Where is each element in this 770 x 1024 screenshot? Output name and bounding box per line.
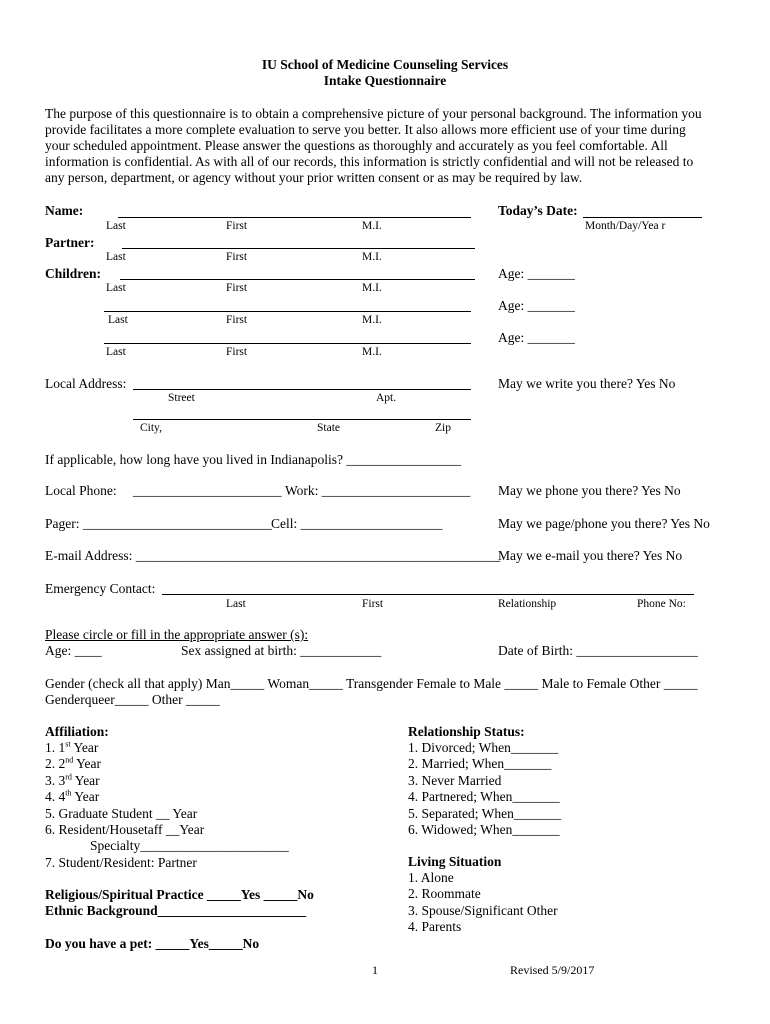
child-1-mi-hint: M.I. bbox=[362, 282, 382, 294]
gender-options[interactable]: Gender (check all that apply) Man_____ Woman_____ Transgender Female to Male _____ Male to Female Other _____ bbox=[45, 676, 698, 691]
child-2-first-hint: First bbox=[226, 314, 248, 326]
name-field[interactable] bbox=[118, 217, 471, 218]
date-of-birth-field[interactable]: Date of Birth: __________________ bbox=[498, 643, 698, 658]
child-2-mi-hint: M.I. bbox=[362, 314, 382, 326]
living-situation-option[interactable]: 2. Roommate bbox=[408, 886, 481, 902]
relationship-status-option[interactable]: 3. Never Married bbox=[408, 772, 502, 788]
local-phone-label: Local Phone: bbox=[45, 483, 117, 498]
intro-line: The purpose of this questionnaire is to obtain a comprehensive picture of your personal background. The information you bbox=[45, 106, 702, 121]
child-3-age[interactable]: Age: _______ bbox=[498, 330, 575, 345]
form-title: IU School of Medicine Counseling Services bbox=[261, 57, 509, 72]
child-2-field[interactable] bbox=[104, 311, 471, 312]
sex-at-birth-field[interactable]: Sex assigned at birth: ____________ bbox=[181, 643, 382, 658]
child-1-age[interactable]: Age: _______ bbox=[498, 266, 575, 281]
living-situation-option[interactable]: 3. Spouse/Significant Other bbox=[408, 902, 558, 918]
todays-date-label: Today’s Date: bbox=[498, 203, 578, 218]
relationship-status-option[interactable]: 1. Divorced; When_______ bbox=[408, 740, 559, 755]
circle-instruction: Please circle or fill in the appropriate answer (s): bbox=[45, 627, 309, 642]
relationship-status-title: Relationship Status: bbox=[408, 724, 525, 739]
partner-last-hint: Last bbox=[106, 251, 126, 263]
cell-field[interactable]: Cell: _____________________ bbox=[271, 516, 443, 531]
pet-field[interactable]: Do you have a pet: _____Yes_____No bbox=[45, 936, 260, 951]
name-first-hint: First bbox=[226, 220, 248, 232]
relationship-status-option[interactable]: 4. Partnered; When_______ bbox=[408, 789, 560, 805]
name-mi-hint: M.I. bbox=[362, 220, 382, 232]
apt-hint: Apt. bbox=[376, 392, 397, 404]
living-situation-title: Living Situation bbox=[408, 854, 502, 869]
form-subtitle: Intake Questionnaire bbox=[323, 73, 447, 88]
email-field[interactable]: E-mail Address: ______________________________________________________ bbox=[45, 548, 501, 563]
age-field[interactable]: Age: ____ bbox=[45, 643, 102, 658]
affiliation-option[interactable]: 3. 3rd Year bbox=[45, 772, 100, 788]
todays-date-field[interactable] bbox=[583, 217, 702, 218]
affiliation-option[interactable]: Specialty______________________ bbox=[90, 838, 289, 854]
child-2-age[interactable]: Age: _______ bbox=[498, 298, 575, 313]
relationship-status-option[interactable]: 6. Widowed; When_______ bbox=[408, 822, 560, 837]
partner-field[interactable] bbox=[122, 248, 475, 249]
page-number: 1 bbox=[372, 963, 378, 977]
emergency-phone-hint: Phone No: bbox=[637, 598, 686, 610]
emergency-contact-label: Emergency Contact: bbox=[45, 581, 156, 596]
intro-line: any person, department, or agency without your prior written consent or as may be required by law. bbox=[45, 170, 583, 185]
living-situation-option[interactable]: 4. Parents bbox=[408, 919, 462, 935]
partner-mi-hint: M.I. bbox=[362, 251, 382, 263]
page-permission-question[interactable]: May we page/phone you there? Yes No bbox=[498, 516, 710, 531]
gender-options-2[interactable]: Genderqueer_____ Other _____ bbox=[45, 692, 220, 707]
name-last-hint: Last bbox=[106, 220, 126, 232]
child-3-first-hint: First bbox=[226, 346, 248, 358]
partner-first-hint: First bbox=[226, 251, 248, 263]
child-2-last-hint: Last bbox=[108, 314, 128, 326]
local-phone-field[interactable]: ______________________ bbox=[133, 483, 282, 498]
local-address-street-field[interactable] bbox=[133, 389, 471, 390]
intro-line: provide facilitates a more complete evaluation to serve you better. It also allows more efficient use of your time during bbox=[45, 122, 686, 137]
relationship-status-option[interactable]: 5. Separated; When_______ bbox=[408, 805, 562, 821]
religious-practice-field[interactable]: Religious/Spiritual Practice _____Yes _____No bbox=[45, 887, 314, 902]
affiliation-option[interactable]: 7. Student/Resident: Partner bbox=[45, 854, 197, 870]
street-hint: Street bbox=[168, 392, 195, 404]
child-3-last-hint: Last bbox=[106, 346, 126, 358]
city-hint: City, bbox=[140, 422, 162, 434]
living-situation-option[interactable]: 1. Alone bbox=[408, 870, 454, 885]
child-3-field[interactable] bbox=[104, 343, 471, 344]
child-3-mi-hint: M.I. bbox=[362, 346, 382, 358]
pager-field[interactable]: Pager: ____________________________ bbox=[45, 516, 272, 531]
state-hint: State bbox=[317, 422, 340, 434]
emergency-first-hint: First bbox=[362, 598, 384, 610]
emergency-contact-field[interactable] bbox=[162, 594, 694, 595]
revision-date: Revised 5/9/2017 bbox=[510, 963, 595, 977]
write-permission-question[interactable]: May we write you there? Yes No bbox=[498, 376, 676, 391]
partner-label: Partner: bbox=[45, 235, 95, 250]
local-address-label: Local Address: bbox=[45, 376, 127, 391]
emergency-relationship-hint: Relationship bbox=[498, 598, 557, 610]
ethnic-background-field[interactable]: Ethnic Background______________________ bbox=[45, 903, 307, 918]
todays-date-hint: Month/Day/Yea r bbox=[585, 220, 666, 232]
name-label: Name: bbox=[45, 203, 84, 218]
child-1-last-hint: Last bbox=[106, 282, 126, 294]
relationship-status-option[interactable]: 2. Married; When_______ bbox=[408, 756, 552, 772]
intro-line: your scheduled appointment. Please answer the questions as thoroughly and accurately as you feel comfortable. All bbox=[45, 138, 668, 153]
emergency-last-hint: Last bbox=[226, 598, 246, 610]
affiliation-option[interactable]: 6. Resident/Housetaff __Year bbox=[45, 822, 205, 837]
intro-line: information is confidential. As with all of our records, this information is strictly confidential and will not be released to bbox=[45, 154, 694, 169]
affiliation-option[interactable]: 1. 1st Year bbox=[45, 739, 99, 755]
indianapolis-duration-question[interactable]: If applicable, how long have you lived in Indianapolis? _________________ bbox=[45, 452, 462, 467]
affiliation-option[interactable]: 4. 4th Year bbox=[45, 788, 100, 805]
work-phone-field[interactable]: Work: ______________________ bbox=[285, 483, 471, 498]
child-1-field[interactable] bbox=[120, 279, 475, 280]
local-address-city-field[interactable] bbox=[133, 419, 471, 420]
child-1-first-hint: First bbox=[226, 282, 248, 294]
affiliation-option[interactable]: 5. Graduate Student __ Year bbox=[45, 805, 198, 821]
affiliation-option[interactable]: 2. 2nd Year bbox=[45, 755, 102, 772]
affiliation-title: Affiliation: bbox=[45, 724, 109, 739]
phone-permission-question[interactable]: May we phone you there? Yes No bbox=[498, 483, 681, 498]
email-permission-question[interactable]: May we e-mail you there? Yes No bbox=[498, 548, 683, 563]
zip-hint: Zip bbox=[435, 422, 451, 434]
children-label: Children: bbox=[45, 266, 102, 281]
